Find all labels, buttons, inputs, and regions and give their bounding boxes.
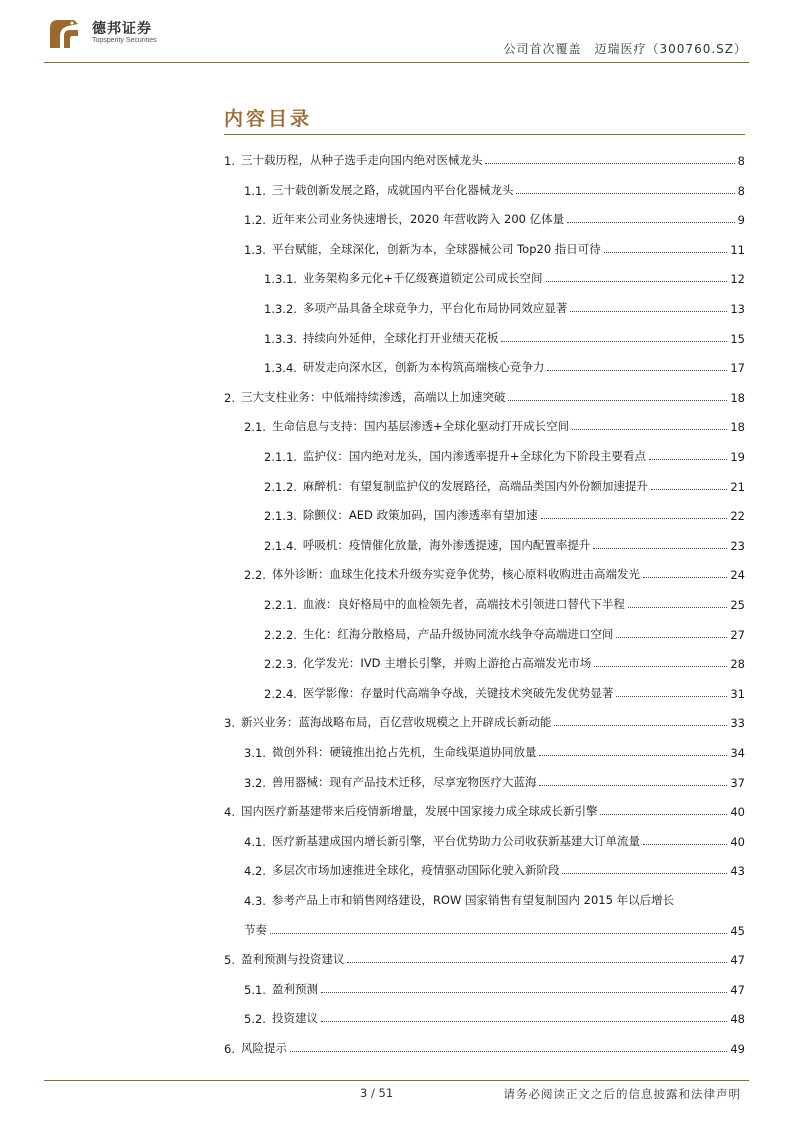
toc-title-divider [224, 134, 745, 135]
toc-entry[interactable] [244, 768, 745, 790]
toc-title: 内容目录 [224, 108, 313, 130]
toc-entry[interactable] [264, 590, 745, 612]
toc-leader-dots [539, 755, 727, 756]
toc-entry[interactable] [264, 679, 745, 701]
toc-entry-number: 1.3.4. [264, 361, 297, 376]
toc-entry[interactable] [244, 205, 745, 227]
toc-leader-dots [572, 429, 727, 430]
page-header [0, 0, 793, 70]
report-header-title: 公司首次覆盖 迈瑞医疗（300760.SZ） [503, 42, 747, 56]
toc-entry[interactable] [224, 945, 745, 967]
toc-entry-number: 2.1.4. [264, 538, 297, 553]
toc-entry-page: 19 [730, 450, 745, 464]
toc-leader-dots [651, 489, 727, 490]
toc-entry-title: 持续向外延伸，全球化打开业绩天花板 [302, 330, 499, 345]
toc-entry-number: 2.1. [244, 420, 266, 435]
toc-leader-dots [546, 281, 728, 282]
toc-entry-page: 18 [730, 420, 745, 435]
toc-entry-title: 化学发光：IVD 主增长引擎，并购上游抢占高端发光市场 [302, 656, 592, 671]
toc-entry[interactable] [244, 176, 745, 198]
toc-entry-page: 49 [730, 1042, 745, 1056]
toc-entry-page: 8 [737, 183, 745, 198]
toc-entry[interactable] [244, 916, 745, 938]
toc-leader-dots [594, 666, 727, 667]
toc-entry-page: 25 [730, 598, 745, 612]
toc-entry-page: 40 [730, 805, 745, 820]
toc-entry[interactable] [264, 531, 745, 553]
toc-leader-dots [567, 222, 735, 223]
toc-leader-dots [347, 962, 727, 963]
toc-entry-number: 2.1.3. [264, 509, 297, 524]
page-number: 3 / 51 [360, 1086, 394, 1100]
toc-entry-page: 28 [730, 657, 745, 672]
toc-entry[interactable] [264, 620, 745, 642]
toc-entry-page: 8 [737, 154, 745, 168]
toc-leader-dots [321, 992, 727, 993]
toc-entry-page: 24 [730, 568, 745, 583]
brand-name-english: Topsperity Securities [92, 37, 157, 44]
toc-entry-title: 业务架构多元化+千亿级赛道锁定公司成长空间 [302, 271, 543, 286]
toc-entry-number: 2.2.3. [264, 657, 297, 672]
toc-entry[interactable] [244, 560, 745, 582]
toc-entry-number: 5.2. [244, 1012, 266, 1027]
toc-leader-dots [539, 785, 727, 786]
toc-entry-number: 4. [224, 805, 235, 820]
toc-entry-title: 血液：良好格局中的血检领先者，高端技术引领进口替代下半程 [302, 597, 625, 611]
toc-entry-title: 医学影像：存量时代高端争夺战，关键技术突破先发优势显著 [302, 685, 614, 700]
toc-entry-title: 国内医疗新基建带来后疫情新增量，发展中国家接力成全球成长新引擎 [240, 804, 598, 819]
toc-entry-title: 节奏 [244, 922, 267, 937]
toc-entry[interactable] [224, 797, 745, 819]
toc-entry-number: 1.3. [244, 242, 266, 257]
toc-leader-dots [485, 163, 734, 164]
toc-entry-number: 1.3.1. [264, 272, 297, 287]
toc-entry[interactable] [244, 856, 745, 878]
toc-entry-page: 9 [737, 213, 745, 228]
toc-entry-number: 1.1. [244, 183, 266, 198]
toc-leader-dots [628, 607, 727, 608]
toc-leader-dots [600, 814, 727, 815]
toc-entry[interactable] [244, 886, 745, 908]
toc-entry-page: 18 [730, 390, 745, 405]
toc-entry-number: 1.2. [244, 213, 266, 228]
toc-entry-number: 2.1.1. [264, 450, 297, 464]
toc-entry[interactable] [224, 708, 745, 730]
toc-leader-dots [593, 548, 727, 549]
toc-entry-title: 呼吸机：疫情催化放量，海外渗透提速，国内配置率提升 [302, 537, 591, 552]
toc-entry-number: 4.1. [244, 834, 266, 849]
toc-entry-number: 1.3.2. [264, 302, 297, 316]
toc-entry-title: 近年来公司业务快速增长，2020 年营收跨入 200 亿体量 [271, 212, 565, 227]
toc-entry-page: 11 [730, 242, 745, 257]
toc-entry-title: 医疗新基建成国内增长新引擎，平台优势助力公司收获新基建大订单流量 [271, 833, 640, 848]
toc-leader-dots [643, 844, 727, 845]
toc-entry-page: 22 [730, 509, 745, 524]
toc-leader-dots [616, 637, 727, 638]
legal-disclaimer: 请务必阅读正文之后的信息披露和法律声明 [503, 1087, 741, 1101]
toc-entry-page: 13 [730, 302, 745, 316]
toc-entry-page: 47 [730, 953, 745, 968]
toc-leader-dots [554, 725, 727, 726]
toc-entry-number: 5.1. [244, 982, 266, 997]
toc-entry-title: 体外诊断：血球生化技术升级夯实竞争优势，核心原料收购进击高端发光 [271, 567, 640, 582]
toc-leader-dots [508, 400, 727, 401]
toc-entry[interactable] [244, 738, 745, 760]
toc-entry-page: 43 [730, 864, 745, 879]
toc-leader-dots [649, 459, 727, 460]
toc-entry-title: 除颤仪：AED 政策加码，国内渗透率有望加速 [302, 508, 538, 523]
toc-entry-title: 多层次市场加速推进全球化，疫情驱动国际化驶入新阶段 [271, 863, 560, 878]
toc-entry-title: 生化：红海分散格局，产品升级协同流水线争夺高端进口空间 [302, 626, 614, 641]
toc-entry-page: 12 [730, 272, 745, 287]
toc-entry[interactable] [224, 383, 745, 405]
header-divider [44, 62, 749, 63]
toc-entry-number: 2.2. [244, 568, 266, 583]
toc-entry-number: 3. [224, 716, 235, 731]
toc-entry[interactable] [264, 472, 745, 494]
toc-entry[interactable] [244, 827, 745, 849]
toc-leader-dots [616, 696, 727, 697]
toc-leader-dots [516, 193, 734, 194]
toc-entry[interactable] [264, 264, 745, 286]
company-logo-icon [44, 14, 84, 54]
toc-entry-number: 2.2.1. [264, 598, 297, 612]
footer-divider [44, 1080, 749, 1081]
toc-leader-dots [570, 311, 727, 312]
toc-entry-number: 2.2.4. [264, 686, 297, 701]
toc-entry-title: 研发走向深水区，创新为本构筑高端核心竞争力 [302, 360, 545, 375]
toc-leader-dots [547, 370, 727, 371]
toc-entry-title: 平台赋能，全球深化，创新为本，全球器械公司 Top20 指日可待 [271, 241, 601, 256]
toc-entry-title: 三十载创新发展之路，成就国内平台化器械龙头 [271, 182, 514, 197]
toc-entry-title: 投资建议 [271, 1011, 318, 1026]
toc-entry-title: 风险提示 [240, 1041, 287, 1055]
toc-entry-page: 31 [730, 686, 745, 701]
toc-entry-title: 生命信息与支持：国内基层渗透+全球化驱动打开成长空间 [271, 419, 570, 434]
toc-entry-page: 45 [730, 923, 745, 938]
toc-entry[interactable] [244, 1004, 745, 1026]
toc-entry-title: 麻醉机：有望复制监护仪的发展路径，高端品类国内外份额加速提升 [302, 478, 648, 493]
toc-entry-title: 盈利预测 [271, 981, 318, 996]
toc-entry[interactable] [264, 294, 745, 316]
toc-leader-dots [270, 933, 727, 934]
toc-entry[interactable] [224, 146, 745, 168]
toc-entry-page: 34 [730, 746, 745, 760]
toc-leader-dots [643, 577, 727, 578]
toc-entry-title: 兽用器械：现有产品技术迁移，尽享宠物医疗大蓝海 [271, 774, 537, 789]
toc-entry-number: 3.2. [244, 775, 266, 790]
toc-entry-page: 37 [730, 775, 745, 790]
toc-entry-title: 盈利预测与投资建议 [240, 952, 345, 967]
toc-leader-dots [604, 252, 728, 253]
toc-entry-title: 监护仪：国内绝对龙头，国内渗透率提升+全球化为下阶段主要看点 [302, 449, 647, 463]
toc-leader-dots [562, 873, 727, 874]
toc-entry-number: 3.1. [244, 746, 266, 760]
toc-entry[interactable] [264, 649, 745, 671]
toc-entry[interactable] [264, 324, 745, 346]
toc-entry-number: 4.3. [244, 894, 266, 908]
toc-entry-number: 4.2. [244, 864, 266, 879]
toc-entry-title: 微创外科：硬镜推出抢占先机，生命线渠道协同放量 [271, 745, 537, 759]
toc-entry-page: 21 [730, 479, 745, 494]
toc-entry-title: 多项产品具备全球竞争力，平台化布局协同效应显著 [302, 301, 568, 315]
toc-leader-dots [290, 1051, 727, 1052]
toc-entry[interactable] [224, 1034, 745, 1056]
toc-entry-page: 17 [730, 361, 745, 376]
toc-entry-number: 1. [224, 154, 235, 168]
toc-entry[interactable] [264, 501, 745, 523]
toc-entry[interactable] [244, 412, 745, 434]
toc-entry-title: 三十载历程，从种子选手走向国内绝对医械龙头 [240, 153, 483, 167]
toc-entry-page: 40 [730, 834, 745, 849]
toc-entry-page: 33 [730, 716, 745, 731]
toc-entry-number: 2.1.2. [264, 479, 297, 494]
toc-entry-number: 2. [224, 390, 235, 405]
toc-entry-number: 5. [224, 953, 235, 968]
toc-entry-number: 1.3.3. [264, 331, 297, 346]
toc-entry-title: 三大支柱业务：中低端持续渗透，高端以上加速突破 [240, 389, 506, 404]
toc-leader-dots [321, 1021, 727, 1022]
toc-entry[interactable] [264, 442, 745, 464]
toc-entry-page: 48 [730, 1012, 745, 1027]
toc-leader-dots [501, 341, 727, 342]
toc-entry-title: 新兴业务：蓝海战略布局，百亿营收规模之上开辟成长新动能 [240, 715, 552, 730]
toc-entry-page: 27 [730, 627, 745, 642]
toc-entry[interactable] [264, 353, 745, 375]
toc-entry[interactable] [244, 235, 745, 257]
toc-entry-title: 参考产品上市和销售网络建设，ROW 国家销售有望复制国内 2015 年以后增长 [271, 893, 675, 907]
brand-name: 德邦证券 [92, 21, 152, 37]
toc-entry-page: 23 [730, 538, 745, 553]
toc-entry-number: 6. [224, 1042, 235, 1056]
toc-entry[interactable] [244, 975, 745, 997]
toc-entry-page: 47 [730, 982, 745, 997]
toc-leader-dots [541, 518, 728, 519]
toc-entry-page: 15 [730, 331, 745, 346]
toc-entry-number: 2.2.2. [264, 627, 297, 642]
